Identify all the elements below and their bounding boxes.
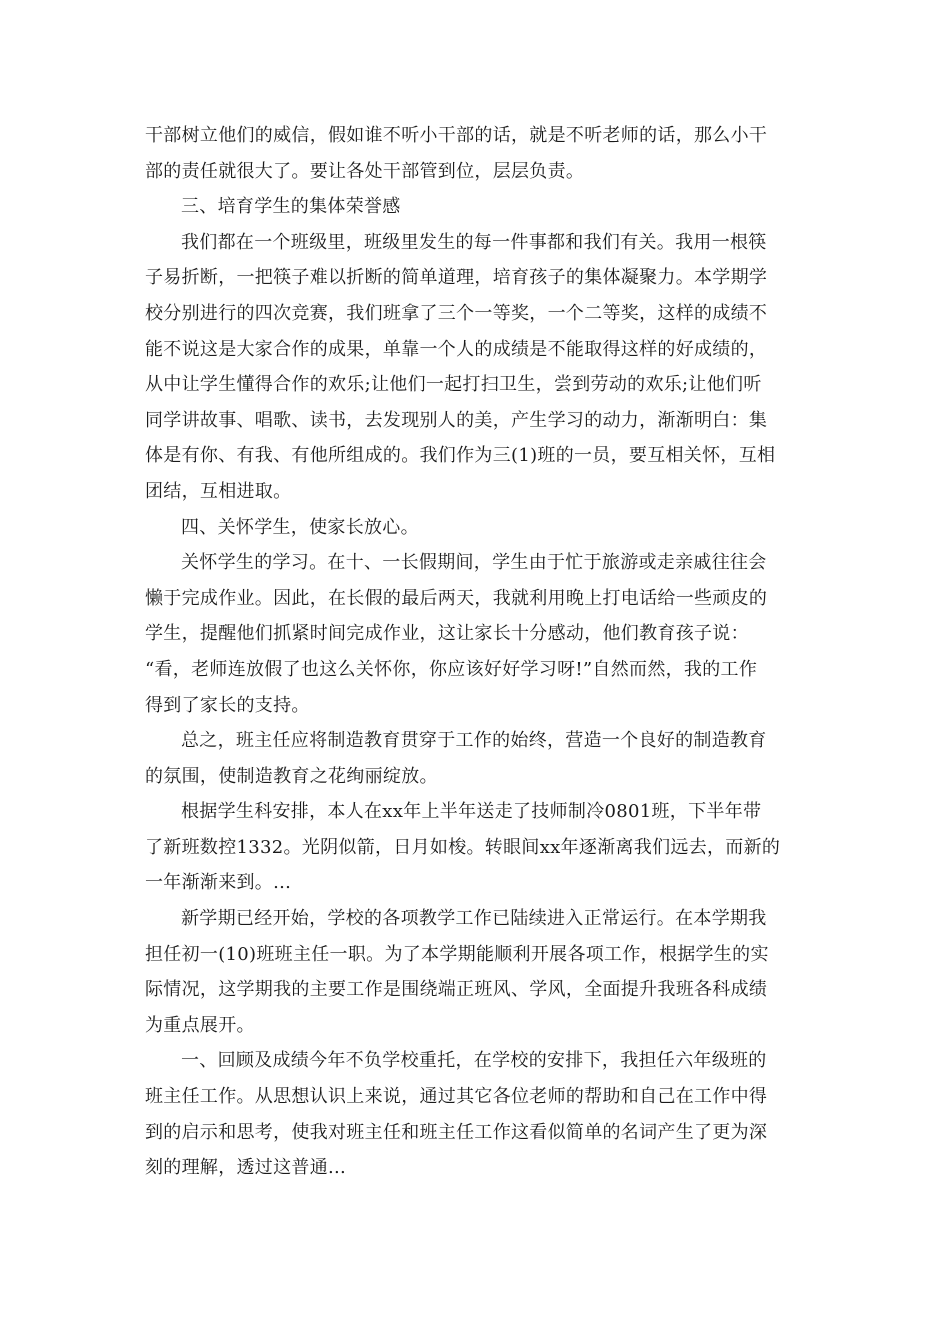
text-line: 子易折断，一把筷子难以折断的简单道理，培育孩子的集体凝聚力。本学期学	[145, 267, 768, 289]
text-line: 同学讲故事、唱歌、读书，去发现别人的美，产生学习的动力，渐渐明白：集	[145, 409, 768, 431]
text-line: 了新班数控1332。光阴似箭，日月如梭。转眼间xx年逐渐离我们远去，而新的	[145, 836, 781, 858]
text-line: 新学期已经开始，学校的各项教学工作已陆续进入正常运行。在本学期我	[181, 908, 767, 930]
text-line: 部的责任就很大了。要让各处干部管到位，层层负责。	[145, 160, 585, 182]
text-line: 一、回顾及成绩今年不负学校重托，在学校的安排下，我担任六年级班的	[181, 1050, 767, 1072]
paragraph-5	[145, 545, 815, 723]
text-line: 学生，提醒他们抓紧时间完成作业，这让家长十分感动，他们教育孩子说：	[145, 623, 749, 645]
document-body	[145, 118, 815, 1186]
text-line: “看，老师连放假了也这么关怀你，你应该好好学习呀!”自然而然，我的工作	[145, 658, 758, 680]
paragraph-8	[145, 901, 815, 1043]
text-line: 我们都在一个班级里，班级里发生的每一件事都和我们有关。我用一根筷	[181, 231, 767, 253]
text-line: 从中让学生懂得合作的欢乐;让他们一起打扫卫生，尝到劳动的欢乐;让他们听	[145, 374, 762, 396]
paragraph-7	[145, 794, 815, 901]
text-line: 班主任工作。从思想认识上来说，通过其它各位老师的帮助和自己在工作中得	[145, 1086, 768, 1108]
text-line: 三、培育学生的集体荣誉感	[181, 196, 401, 218]
paragraph-3	[145, 225, 815, 510]
text-line: 刻的理解，透过这普通...	[145, 1157, 347, 1179]
text-line: 根据学生科安排，本人在xx年上半年送走了技师制冷0801班，下半年带	[181, 801, 762, 823]
text-line: 为重点展开。	[145, 1014, 255, 1036]
text-line: 际情况，这学期我的主要工作是围绕端正班风、学风，全面提升我班各科成绩	[145, 979, 768, 1001]
text-line: 校分别进行的四次竞赛，我们班拿了三个一等奖，一个二等奖，这样的成绩不	[145, 302, 768, 324]
text-line: 担任初一(10)班班主任一职。为了本学期能顺利开展各项工作，根据学生的实	[145, 943, 769, 965]
text-line: 体是有你、有我、有他所组成的。我们作为三(1)班的一员，要互相关怀，互相	[145, 445, 776, 467]
text-line: 到的启示和思考，使我对班主任和班主任工作这看似简单的名词产生了更为深	[145, 1121, 768, 1143]
text-line: 四、关怀学生，使家长放心。	[181, 516, 419, 538]
text-line: 一年渐渐来到。...	[145, 872, 292, 894]
section-heading-4	[145, 510, 815, 546]
text-line: 团结，互相进取。	[145, 480, 292, 502]
text-line: 关怀学生的学习。在十、一长假期间，学生由于忙于旅游或走亲戚往往会	[181, 552, 767, 574]
text-line: 得到了家长的支持。	[145, 694, 310, 716]
paragraph-1	[145, 118, 815, 189]
section-heading-3	[145, 189, 815, 225]
paragraph-6	[145, 723, 815, 794]
text-line: 的氛围，使制造教育之花绚丽绽放。	[145, 765, 438, 787]
text-line: 总之，班主任应将制造教育贯穿于工作的始终，营造一个良好的制造教育	[181, 730, 767, 752]
text-line: 干部树立他们的威信，假如谁不听小干部的话，就是不听老师的话，那么小干	[145, 125, 768, 146]
paragraph-9	[145, 1043, 815, 1185]
text-line: 懒于完成作业。因此，在长假的最后两天，我就利用晚上打电话给一些顽皮的	[145, 587, 768, 609]
text-line: 能不说这是大家合作的成果，单靠一个人的成绩是不能取得这样的好成绩的，	[145, 338, 768, 360]
